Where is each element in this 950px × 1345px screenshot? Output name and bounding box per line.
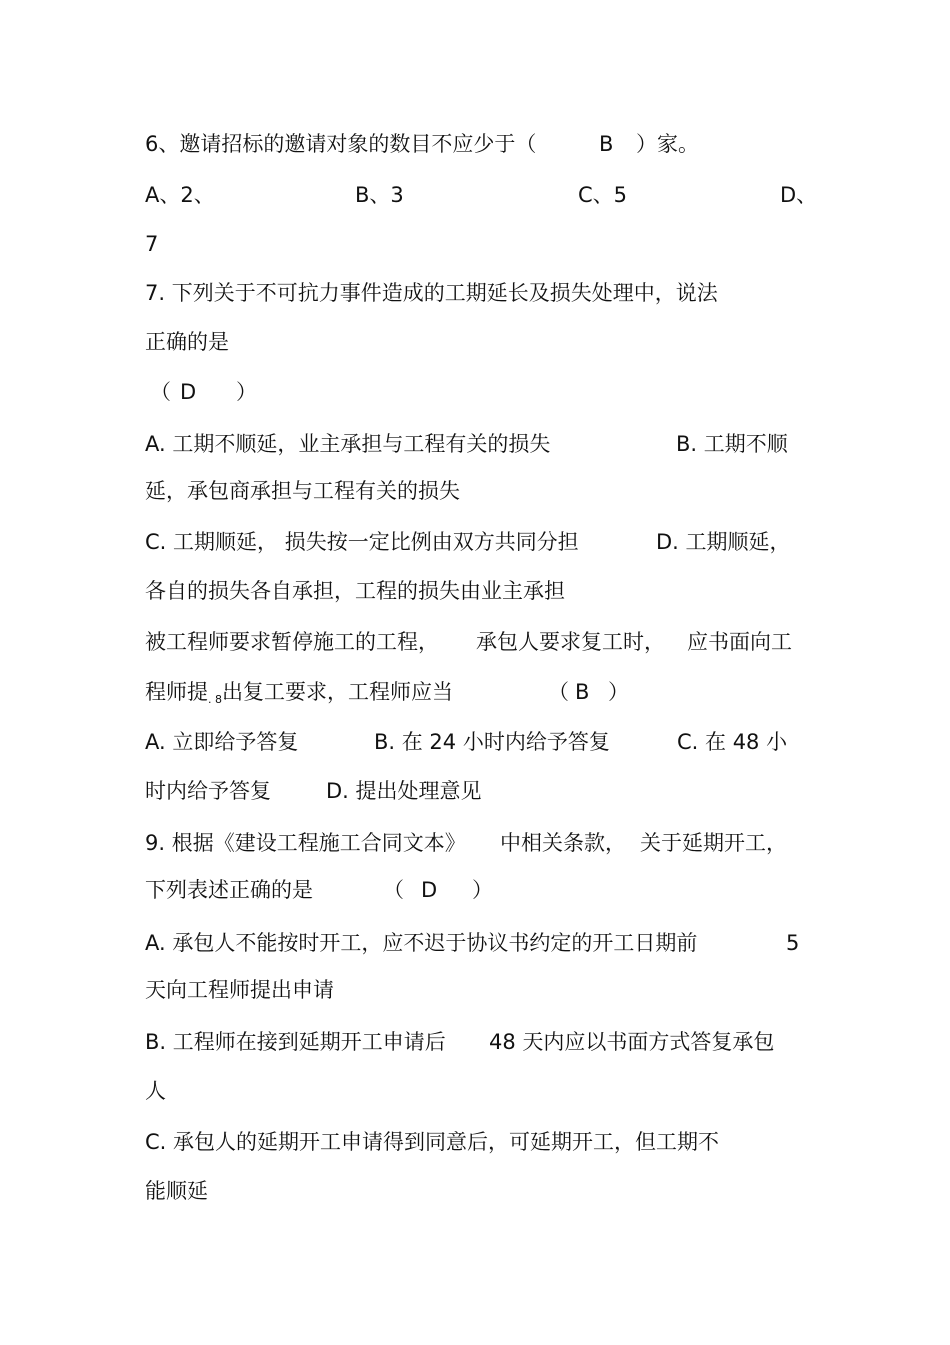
q7-option-c: C. 工期顺延， 损失按一定比例由双方共同分担 — [145, 530, 579, 554]
q7-option-d: D. 工期顺延， — [656, 530, 791, 554]
q9-paren-close: ） — [472, 878, 493, 902]
q6-stem-end: ）家。 — [636, 132, 699, 156]
q8-option-c: C. 在 48 小 — [677, 730, 788, 754]
q9-option-c: C. 承包人的延期开工申请得到同意后，可延期开工，但工期不 — [145, 1130, 720, 1154]
q9-option-b-line2: 人 — [145, 1079, 166, 1103]
q9-stem-line2: 下列表述正确的是 — [145, 878, 313, 902]
q8-option-a: A. 立即给予答复 — [145, 730, 299, 754]
q7-option-d-line2: 各自的损失各自承担，工程的损失由业主承担 — [145, 579, 565, 603]
q6-option-d: D、 — [780, 183, 818, 207]
q7-answer: D — [180, 380, 197, 404]
q6-option-a: A、2、 — [145, 183, 215, 207]
q8-number: . 8 — [208, 693, 222, 706]
q9-option-c-line2: 能顺延 — [145, 1179, 208, 1203]
q6-option-c: C、5 — [578, 183, 628, 207]
q6-option-b: B、3 — [355, 183, 404, 207]
q8-paren-open: （ — [548, 680, 569, 704]
q9-option-a: A. 承包人不能按时开工，应不迟于协议书约定的开工日期前 — [145, 931, 698, 955]
q7-option-b-line2: 延，承包商承担与工程有关的损失 — [145, 479, 460, 503]
q9-stem-part3: 关于延期开工， — [640, 831, 787, 855]
q7-paren-open: （ — [150, 380, 171, 404]
q8-stem-line2-rest: 出复工要求，工程师应当 — [222, 680, 453, 704]
q8-stem-part3: 应书面向工 — [687, 630, 792, 654]
q8-stem-line2-text: 程师提 — [145, 680, 208, 704]
q7-option-a: A. 工期不顺延，业主承担与工程有关的损失 — [145, 432, 551, 456]
q8-paren-close: ） — [608, 680, 629, 704]
q8-stem-part1: 被工程师要求暂停施工的工程， — [145, 630, 439, 654]
q8-stem-line2-start — [145, 680, 453, 708]
q9-answer: D — [421, 878, 438, 902]
q7-paren-close: ） — [236, 380, 257, 404]
q9-stem-part1: 9. 根据《建设工程施工合同文本》 — [145, 831, 466, 855]
q9-option-a-number: 5 — [786, 931, 800, 955]
q7-stem-line2: 正确的是 — [145, 330, 229, 354]
q9-option-a-line2: 天向工程师提出申请 — [145, 978, 334, 1002]
q9-option-b: B. 工程师在接到延期开工申请后 — [145, 1030, 446, 1054]
q6-answer: B — [599, 132, 614, 156]
q9-stem-part2: 中相关条款， — [500, 831, 626, 855]
q9-option-b-part2: 48 天内应以书面方式答复承包 — [489, 1030, 775, 1054]
q7-stem-line1: 7. 下列关于不可抗力事件造成的工期延长及损失处理中，说法 — [145, 281, 718, 305]
q6-option-d-value: 7 — [145, 232, 159, 256]
q7-option-b: B. 工期不顺 — [676, 432, 788, 456]
q8-option-d: D. 提出处理意见 — [326, 779, 482, 803]
q9-paren-open: （ — [383, 878, 404, 902]
q8-stem-part2: 承包人要求复工时， — [476, 630, 665, 654]
q8-answer: B — [575, 680, 590, 704]
q8-option-c-line2: 时内给予答复 — [145, 779, 271, 803]
q8-option-b: B. 在 24 小时内给予答复 — [374, 730, 610, 754]
q6-stem: 6、邀请招标的邀请对象的数目不应少于（ — [145, 132, 537, 156]
